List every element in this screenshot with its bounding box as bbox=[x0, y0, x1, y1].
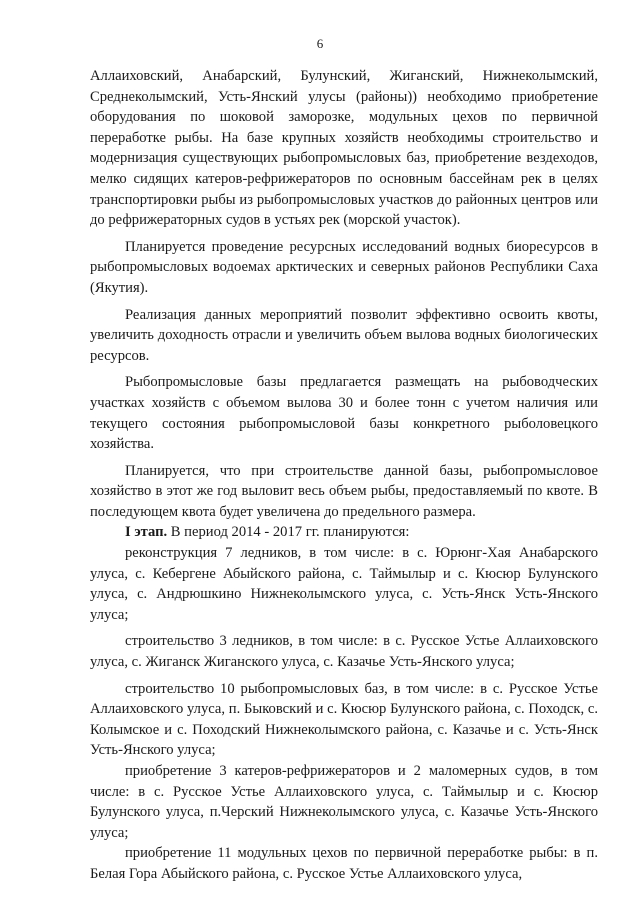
page-number: 6 bbox=[316, 36, 324, 51]
stage-one-heading: I этап. bbox=[125, 524, 168, 541]
paragraph-glacier-construction: строительство 3 ледников, в том числе: в с. Русское Устье Аллаиховского улуса, с. Жиганск Жиганского улуса, с. Казачье Усть-Янского улуса; bbox=[90, 633, 598, 671]
paragraph-fishing-bases-construction: строительство 10 рыбопромысловых баз, в том числе: в с. Русское Устье Аллаиховского улуса, п. Быковский и с. Кюсюр Булунского района, с. Походск, с. Колымское и с. Походский Нижнеколымского района, с. Казачье и с. Усть-Янск Усть-Янского улуса; bbox=[90, 680, 598, 759]
paragraph-quota-efficiency: Реализация данных мероприятий позволит эффективно освоить квоты, увеличить доходность отрасли и увеличить объем вылова водных биологических ресурсов. bbox=[90, 306, 598, 364]
paragraph-regions-list: Аллаиховский, Анабарский, Булунский, Жиганский, Нижнеколымский, Среднеколымский, Усть-Янский улусы (районы)) необходимо приобретение оборудования по шоковой заморозке, модульных цехов по первичной переработке рыбы. На базе крупных хозяйств необходимы строительство и модернизация существующих рыбопромысловых баз, приобретение вездеходов, мелко сидящих катеров-рефрижераторов по основным бассейнам рек в целях транспортировки рыбы из рыбопромысловых участков до районных центров или до рефрижераторных судов в устьях рек (морской участок). bbox=[90, 68, 598, 229]
paragraph-glacier-reconstruction: реконструкция 7 ледников, в том числе: в с. Юрюнг-Хая Анабарского улуса, с. Кебергене Абыйского района, с. Таймылыр и с. Кюсюр Булунского улуса, с. Андрюшкино Нижнеколымского улуса, с. Усть-Янск Усть-Янского улуса; bbox=[90, 545, 598, 623]
paragraph-quota-planning: Планируется, что при строительстве данной базы, рыбопромысловое хозяйство в этот же год выловит весь объем рыбы, предоставляемый по квоте. В последующем квота будет увеличена до предельного размера. bbox=[90, 462, 598, 520]
paragraph-modular-workshops: приобретение 11 модульных цехов по первичной переработке рыбы: в п. Белая Гора Абыйского района, с. Русское Устье Аллаиховского улуса, bbox=[90, 845, 598, 882]
document-body bbox=[90, 66, 598, 885]
paragraph-stage-one bbox=[90, 522, 598, 543]
paragraph-fishing-bases-placement: Рыбопромысловые базы предлагается размещать на рыбоводческих участках хозяйств с объемом вылова 30 и более тонн с учетом наличия или текущего состояния рыбопромысловой базы конкретного рыболовецкого хозяйства. bbox=[90, 374, 598, 453]
paragraph-resource-research: Планируется проведение ресурсных исследований водных биоресурсов в рыбопромысловых водоемах арктических и северных районов Республики Саха (Якутия). bbox=[90, 238, 598, 296]
paragraph-boats-purchase: приобретение 3 катеров-рефрижераторов и 2 маломерных судов, в том числе: в с. Русское Устье Аллаиховского улуса, с. Таймылыр и с. Кюсюр Булунского улуса, п.Черский Нижнеколымского улуса, с. Казачье Усть-Янского улуса; bbox=[90, 763, 598, 841]
stage-one-period: В период 2014 - 2017 гг. планируются: bbox=[167, 524, 410, 541]
